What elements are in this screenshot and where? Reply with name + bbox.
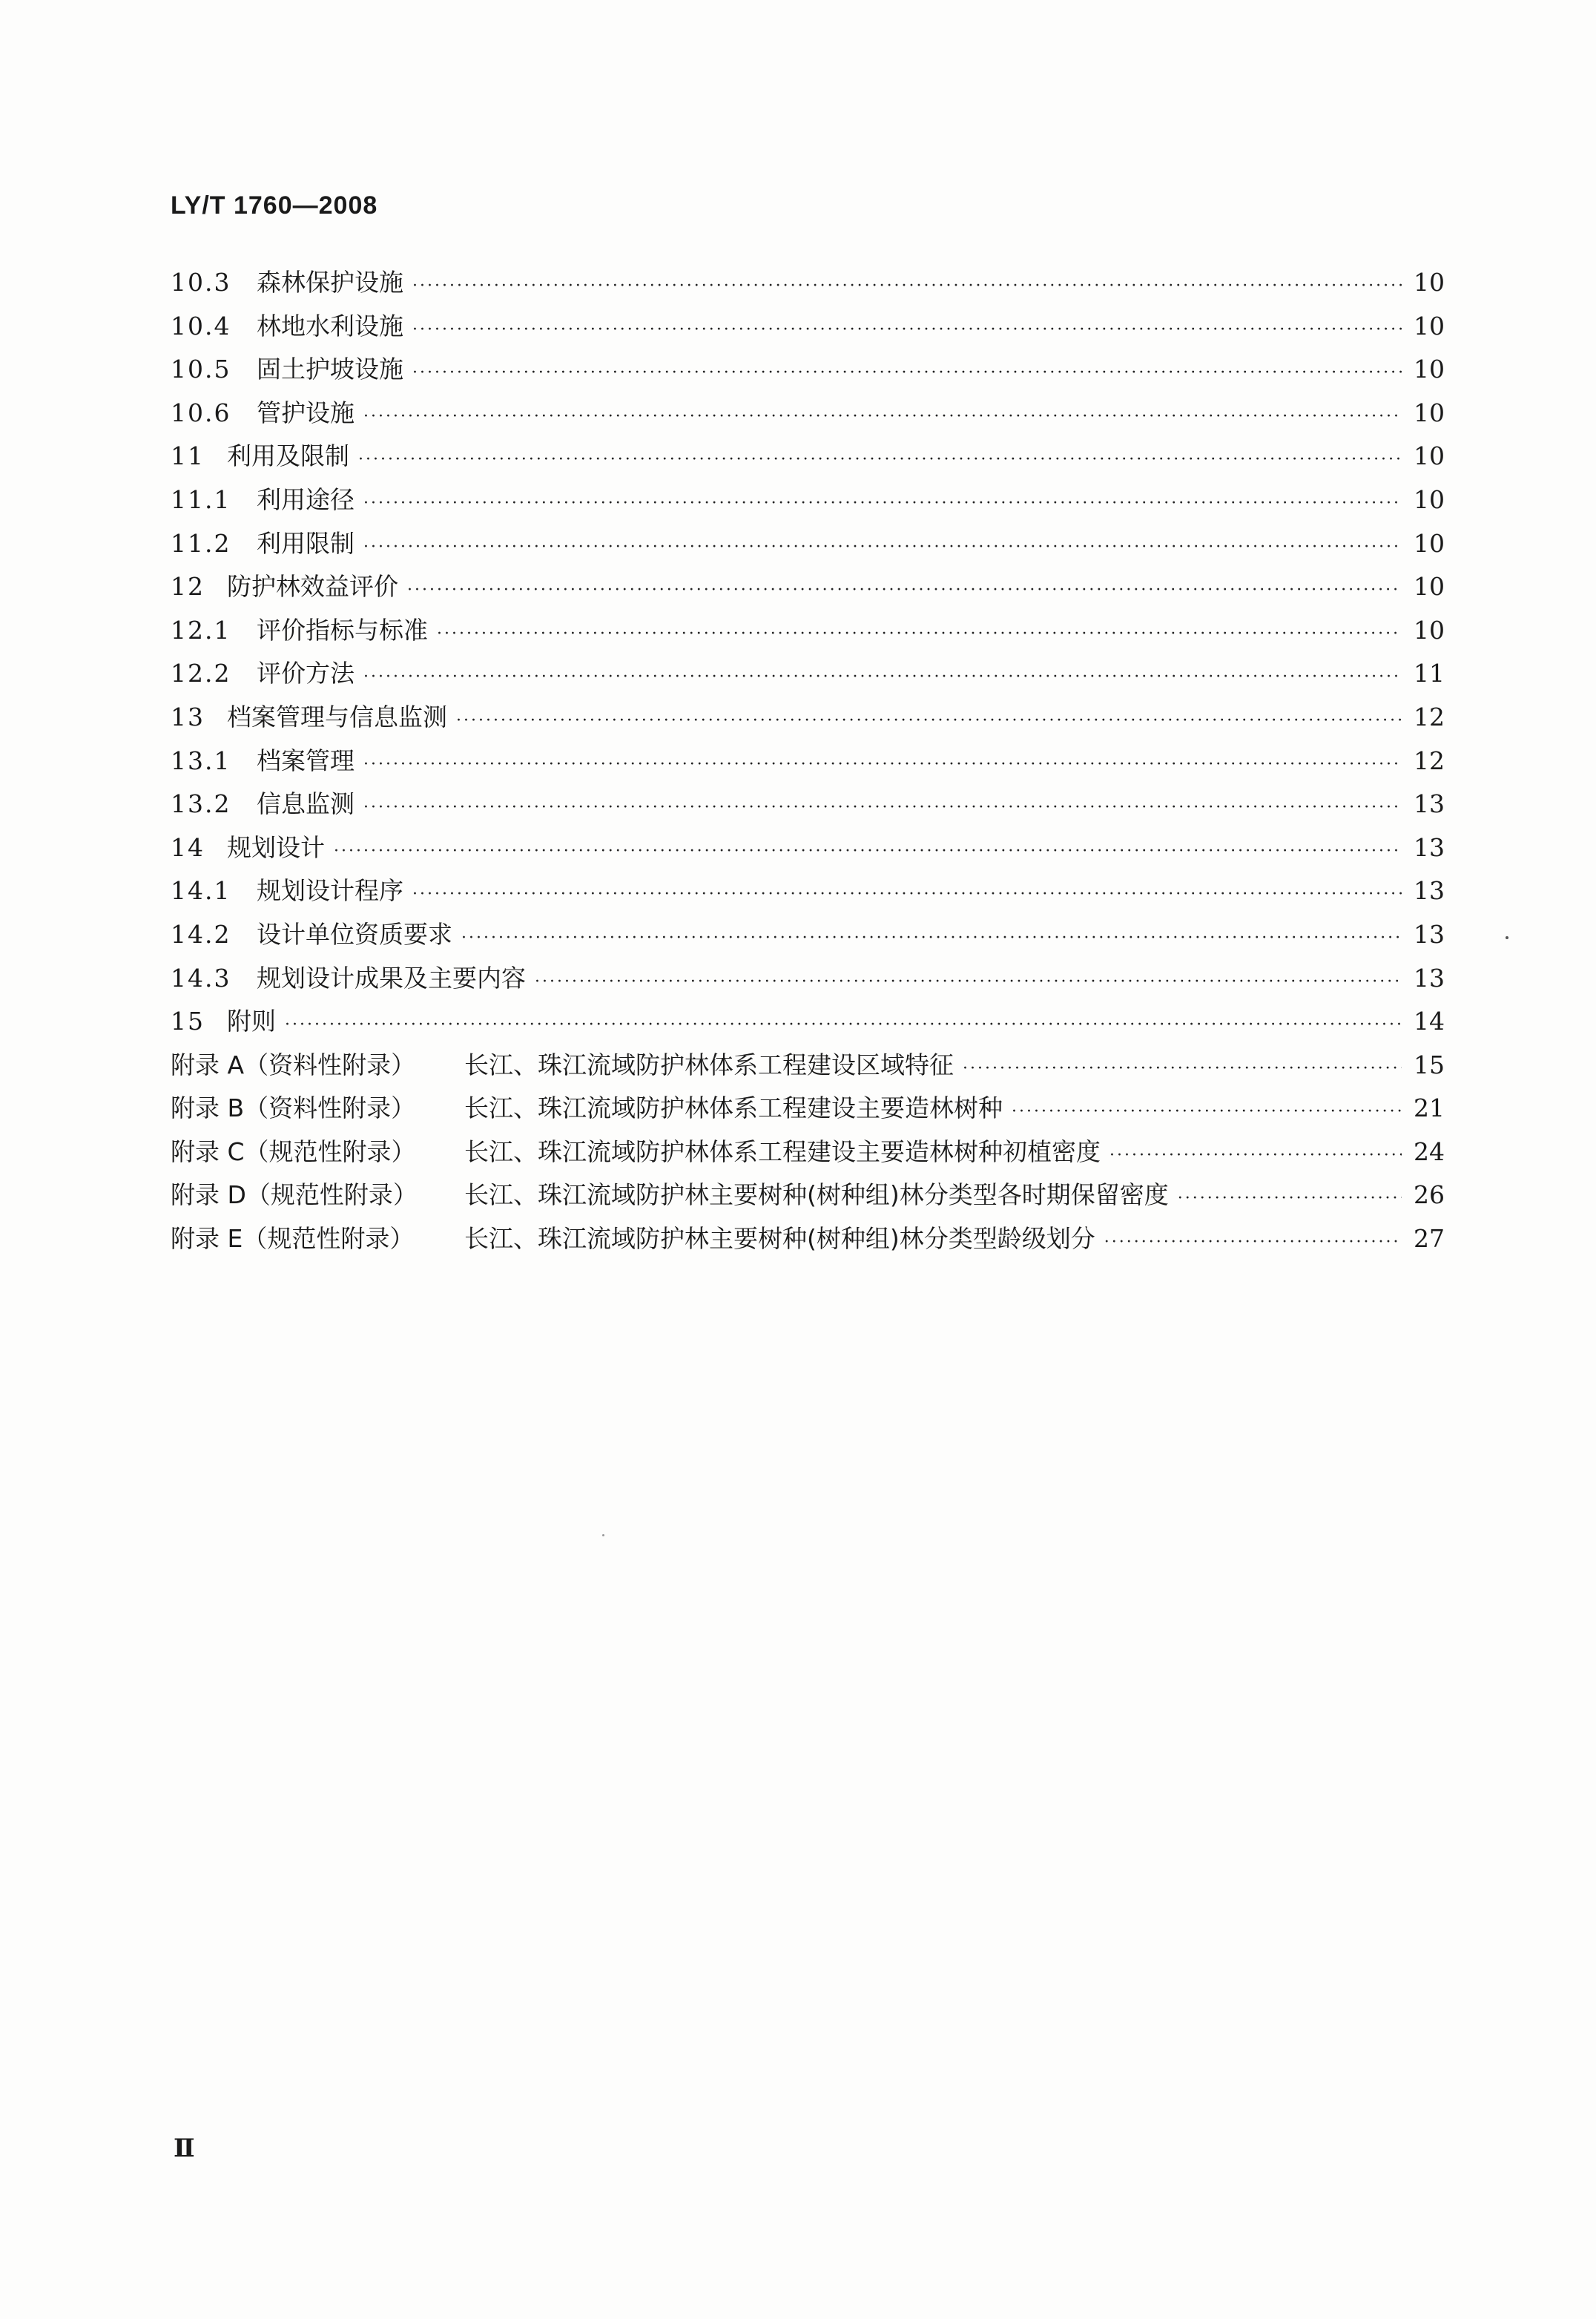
- toc-title: 设计单位资质要求: [257, 919, 452, 949]
- toc-page-number: 21: [1414, 1093, 1445, 1123]
- toc-page-number: 12: [1414, 746, 1445, 775]
- toc-number: 13: [171, 702, 205, 731]
- toc-entry-13[interactable]: [171, 698, 1445, 742]
- toc-page-number: 10: [1414, 528, 1445, 558]
- toc-title: 规划设计程序: [257, 876, 403, 906]
- toc-number: 14: [171, 832, 205, 862]
- toc-entry-appendix-b[interactable]: [171, 1089, 1445, 1133]
- toc-number: 13.1: [171, 746, 231, 775]
- toc-entry-12-1[interactable]: [171, 611, 1445, 655]
- toc-page-number: 13: [1414, 963, 1445, 993]
- scan-speck: [602, 1534, 604, 1536]
- dot-leader: [363, 494, 1402, 513]
- dot-leader: [412, 277, 1402, 295]
- toc-entry-11-1[interactable]: [171, 481, 1445, 524]
- toc-page-number: 14: [1414, 1007, 1445, 1036]
- toc-number: 12.2: [171, 659, 231, 688]
- toc-title: 评价指标与标准: [257, 615, 428, 645]
- toc-entry-11[interactable]: [171, 437, 1445, 481]
- dot-leader: [1012, 1102, 1402, 1121]
- toc-title: 附则: [227, 1007, 276, 1036]
- toc-number: 14.1: [171, 876, 231, 906]
- toc-title: 林地水利设施: [257, 311, 403, 341]
- toc-number: 10.6: [171, 398, 231, 427]
- toc-number: 12: [171, 572, 205, 602]
- toc-page-number: 11: [1414, 659, 1445, 688]
- toc-number: 附录 E（规范性附录）: [171, 1224, 415, 1254]
- toc-page-number: 10: [1414, 484, 1445, 514]
- toc-title: 长江、珠江流域防护林主要树种(树种组)林分类型龄级划分: [464, 1224, 1095, 1254]
- toc-number: 10.5: [171, 355, 231, 384]
- toc-number: 10.4: [171, 311, 231, 341]
- toc-number: 11: [171, 441, 205, 471]
- toc-entry-10-5[interactable]: [171, 350, 1445, 394]
- toc-page-number: 10: [1414, 572, 1445, 602]
- dot-leader: [456, 711, 1402, 730]
- toc-page-number: 15: [1414, 1050, 1445, 1079]
- toc-entry-14-3[interactable]: [171, 959, 1445, 1003]
- toc-entry-appendix-c[interactable]: [171, 1133, 1445, 1177]
- toc-number: 附录 D（规范性附录）: [171, 1180, 418, 1210]
- dot-leader: [963, 1059, 1402, 1078]
- page-number: Ⅱ: [174, 2134, 195, 2163]
- toc-title: 档案管理与信息监测: [227, 702, 447, 731]
- toc-page-number: 27: [1414, 1224, 1445, 1254]
- dot-leader: [358, 450, 1402, 469]
- toc-entry-14-1[interactable]: [171, 872, 1445, 915]
- toc-title: 长江、珠江流域防护林体系工程建设区域特征: [464, 1050, 954, 1079]
- scan-speck: [1506, 936, 1508, 939]
- toc-page-number: 10: [1414, 268, 1445, 297]
- toc-page-number: 10: [1414, 398, 1445, 427]
- toc-title: 规划设计: [227, 832, 325, 862]
- toc-entry-11-2[interactable]: [171, 524, 1445, 568]
- toc-entry-13-2[interactable]: [171, 785, 1445, 829]
- dot-leader: [461, 929, 1402, 947]
- toc-entry-appendix-a[interactable]: [171, 1046, 1445, 1090]
- toc-page-number: 26: [1414, 1180, 1445, 1210]
- dot-leader: [363, 407, 1402, 426]
- toc-number: 14.3: [171, 963, 231, 993]
- dot-leader: [535, 973, 1402, 991]
- toc-title: 评价方法: [257, 659, 355, 688]
- toc-number: 15: [171, 1007, 205, 1036]
- dot-leader: [334, 842, 1402, 861]
- toc-title: 利用限制: [257, 528, 355, 558]
- toc-number: 11.1: [171, 484, 231, 514]
- toc-number: 14.2: [171, 919, 231, 949]
- toc-page-number: 13: [1414, 832, 1445, 862]
- toc-page-number: 13: [1414, 876, 1445, 906]
- toc-page-number: 24: [1414, 1137, 1445, 1166]
- dot-leader: [412, 320, 1402, 339]
- dot-leader: [363, 668, 1402, 686]
- toc-page-number: 13: [1414, 789, 1445, 819]
- toc-title: 森林保护设施: [257, 268, 403, 297]
- table-of-contents: [171, 263, 1445, 1263]
- toc-entry-10-4[interactable]: [171, 307, 1445, 351]
- toc-page-number: 13: [1414, 919, 1445, 949]
- dot-leader: [412, 364, 1402, 382]
- toc-entry-12[interactable]: [171, 568, 1445, 611]
- toc-title: 长江、珠江流域防护林主要树种(树种组)林分类型各时期保留密度: [464, 1180, 1169, 1210]
- toc-entry-14[interactable]: [171, 829, 1445, 872]
- dot-leader: [285, 1016, 1402, 1034]
- dot-leader: [1109, 1146, 1402, 1165]
- toc-page-number: 10: [1414, 355, 1445, 384]
- toc-entry-13-1[interactable]: [171, 742, 1445, 786]
- dot-leader: [1104, 1233, 1402, 1251]
- toc-title: 信息监测: [257, 789, 355, 819]
- dot-leader: [363, 538, 1402, 556]
- toc-number: 13.2: [171, 789, 231, 819]
- toc-entry-10-3[interactable]: [171, 263, 1445, 307]
- dot-leader: [437, 625, 1402, 643]
- toc-number: 10.3: [171, 268, 231, 297]
- toc-title: 规划设计成果及主要内容: [257, 963, 526, 993]
- toc-title: 长江、珠江流域防护林体系工程建设主要造林树种: [464, 1093, 1003, 1123]
- toc-page-number: 10: [1414, 441, 1445, 471]
- toc-entry-12-2[interactable]: [171, 654, 1445, 698]
- toc-entry-appendix-e[interactable]: [171, 1220, 1445, 1263]
- toc-number: 附录 A（资料性附录）: [171, 1050, 416, 1079]
- toc-entry-15[interactable]: [171, 1002, 1445, 1046]
- toc-page-number: 10: [1414, 311, 1445, 341]
- toc-title: 利用及限制: [227, 441, 349, 471]
- dot-leader: [407, 581, 1402, 599]
- toc-title: 固土护坡设施: [257, 355, 403, 384]
- toc-title: 管护设施: [257, 398, 355, 427]
- dot-leader: [1178, 1189, 1402, 1208]
- dot-leader: [412, 885, 1402, 904]
- toc-title: 防护林效益评价: [227, 572, 398, 602]
- toc-page-number: 10: [1414, 615, 1445, 645]
- toc-title: 长江、珠江流域防护林体系工程建设主要造林树种初植密度: [464, 1137, 1101, 1166]
- toc-title: 利用途径: [257, 484, 355, 514]
- toc-entry-10-6[interactable]: [171, 394, 1445, 438]
- toc-page-number: 12: [1414, 702, 1445, 731]
- toc-number: 12.1: [171, 615, 231, 645]
- toc-entry-14-2[interactable]: [171, 915, 1445, 959]
- dot-leader: [363, 755, 1402, 774]
- toc-number: 附录 B（资料性附录）: [171, 1093, 416, 1123]
- toc-title: 档案管理: [257, 746, 355, 775]
- toc-entry-appendix-d[interactable]: [171, 1176, 1445, 1220]
- standard-code: LY/T 1760—2008: [171, 191, 378, 220]
- toc-number: 11.2: [171, 528, 231, 558]
- dot-leader: [363, 798, 1402, 817]
- toc-number: 附录 C（规范性附录）: [171, 1137, 416, 1166]
